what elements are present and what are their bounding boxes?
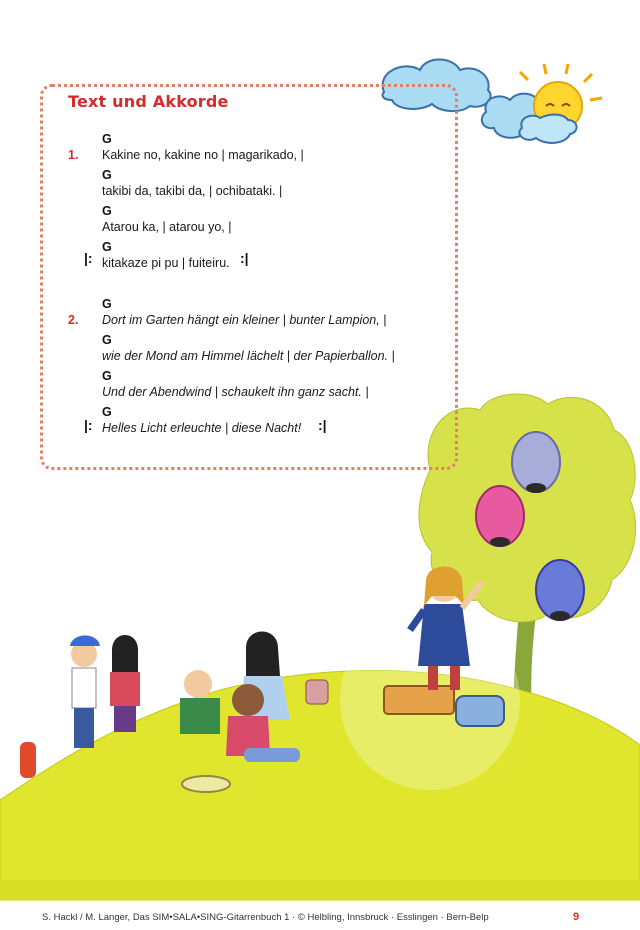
verse-number: 2. [68,313,79,327]
lyric-line: Und der Abendwind | schaukelt ihn ganz sacht. | [102,385,369,399]
chord-label: G [102,333,112,347]
repeat-start-sign: |: [84,417,93,433]
chord-label: G [102,132,112,146]
repeat-start-sign: |: [84,250,93,266]
lyric-line: Helles Licht erleuchte | diese Nacht! [102,421,302,435]
chord-label: G [102,297,112,311]
lyric-line: takibi da, takibi da, | ochibataki. | [102,184,283,198]
repeat-end-sign: :| [318,417,327,433]
chord-label: G [102,168,112,182]
lyric-line: wie der Mond am Himmel lächelt | der Papierballon. | [102,349,395,363]
chord-label: G [102,204,112,218]
lyric-line: Kakine no, kakine no | magarikado, | [102,148,304,162]
verse-number: 1. [68,148,79,162]
footer-credit: S. Hackl / M. Langer, Das SIM•SALA•SING-Gitarrenbuch 1 · © Helbling, Innsbruck · Esslingen · Bern-Belp [42,912,489,923]
lyric-line: kitakaze pi pu | fuiteiru. [102,256,230,270]
page-number: 9 [573,911,580,923]
lyric-line: Dort im Garten hängt ein kleiner | bunter Lampion, | [102,313,387,327]
rabbit-toy [20,742,36,778]
lyric-line: Atarou ka, | atarou yo, | [102,220,232,234]
chord-label: G [102,405,112,419]
chord-label: G [102,240,112,254]
box-title: Text und Akkorde [68,92,229,111]
repeat-end-sign: :| [240,250,249,266]
chord-label: G [102,369,112,383]
